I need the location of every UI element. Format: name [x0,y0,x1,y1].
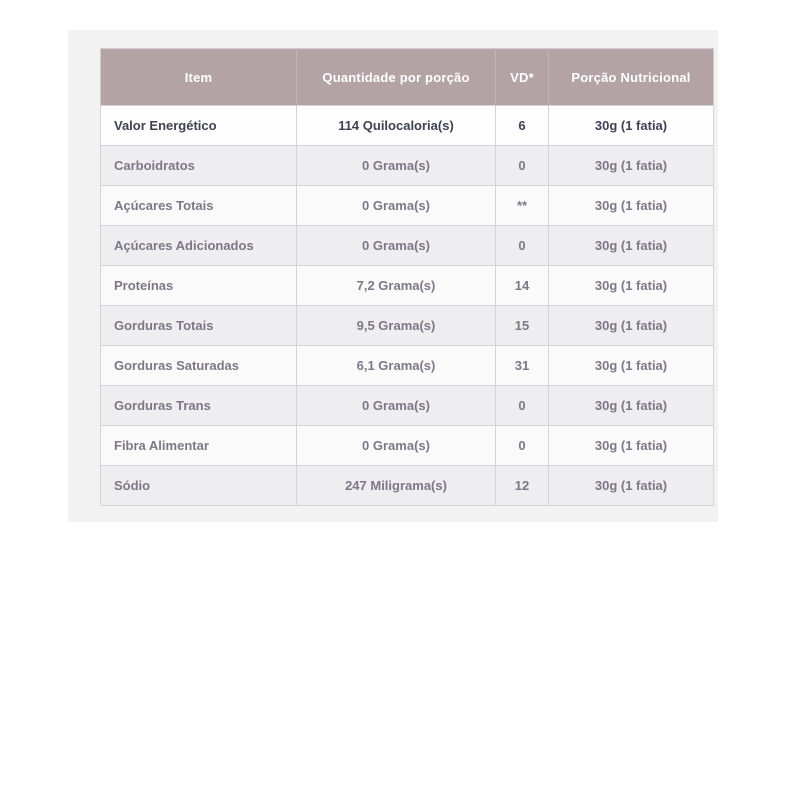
table-row [101,186,714,226]
cell-item: Gorduras Totais [101,306,297,346]
cell-item: Açúcares Adicionados [101,226,297,266]
cell-item: Sódio [101,466,297,506]
table-row [101,386,714,426]
table-row [101,426,714,466]
cell-item: Gorduras Saturadas [101,346,297,386]
cell-quantity: 247 Miligrama(s) [297,466,496,506]
table-row [101,266,714,306]
cell-vd: 0 [496,146,549,186]
header-row [101,49,714,106]
cell-portion: 30g (1 fatia) [549,106,714,146]
cell-portion: 30g (1 fatia) [549,346,714,386]
cell-item: Proteínas [101,266,297,306]
table-row [101,346,714,386]
cell-portion: 30g (1 fatia) [549,466,714,506]
cell-quantity: 0 Grama(s) [297,426,496,466]
column-header-portion: Porção Nutricional [549,49,714,106]
cell-quantity: 6,1 Grama(s) [297,346,496,386]
cell-vd: 14 [496,266,549,306]
cell-item: Fibra Alimentar [101,426,297,466]
table-header [101,49,714,106]
cell-quantity: 0 Grama(s) [297,186,496,226]
cell-item: Valor Energético [101,106,297,146]
cell-vd: 15 [496,306,549,346]
table-row [101,226,714,266]
cell-vd: ** [496,186,549,226]
cell-item: Açúcares Totais [101,186,297,226]
cell-vd: 0 [496,386,549,426]
column-header-item: Item [101,49,297,106]
cell-portion: 30g (1 fatia) [549,146,714,186]
cell-vd: 31 [496,346,549,386]
cell-vd: 12 [496,466,549,506]
cell-portion: 30g (1 fatia) [549,386,714,426]
table-row [101,306,714,346]
cell-portion: 30g (1 fatia) [549,266,714,306]
cell-quantity: 114 Quilocaloria(s) [297,106,496,146]
cell-item: Gorduras Trans [101,386,297,426]
table-row [101,146,714,186]
cell-portion: 30g (1 fatia) [549,426,714,466]
column-header-quantity: Quantidade por porção [297,49,496,106]
cell-item: Carboidratos [101,146,297,186]
cell-quantity: 0 Grama(s) [297,146,496,186]
cell-vd: 0 [496,426,549,466]
cell-vd: 0 [496,226,549,266]
cell-quantity: 7,2 Grama(s) [297,266,496,306]
cell-quantity: 0 Grama(s) [297,386,496,426]
cell-quantity: 0 Grama(s) [297,226,496,266]
cell-quantity: 9,5 Grama(s) [297,306,496,346]
cell-vd: 6 [496,106,549,146]
cell-portion: 30g (1 fatia) [549,226,714,266]
column-header-vd: VD* [496,49,549,106]
cell-portion: 30g (1 fatia) [549,306,714,346]
nutrition-panel [68,30,718,522]
nutrition-table [100,48,714,506]
table-row [101,106,714,146]
table-row [101,466,714,506]
table-body [101,106,714,506]
cell-portion: 30g (1 fatia) [549,186,714,226]
